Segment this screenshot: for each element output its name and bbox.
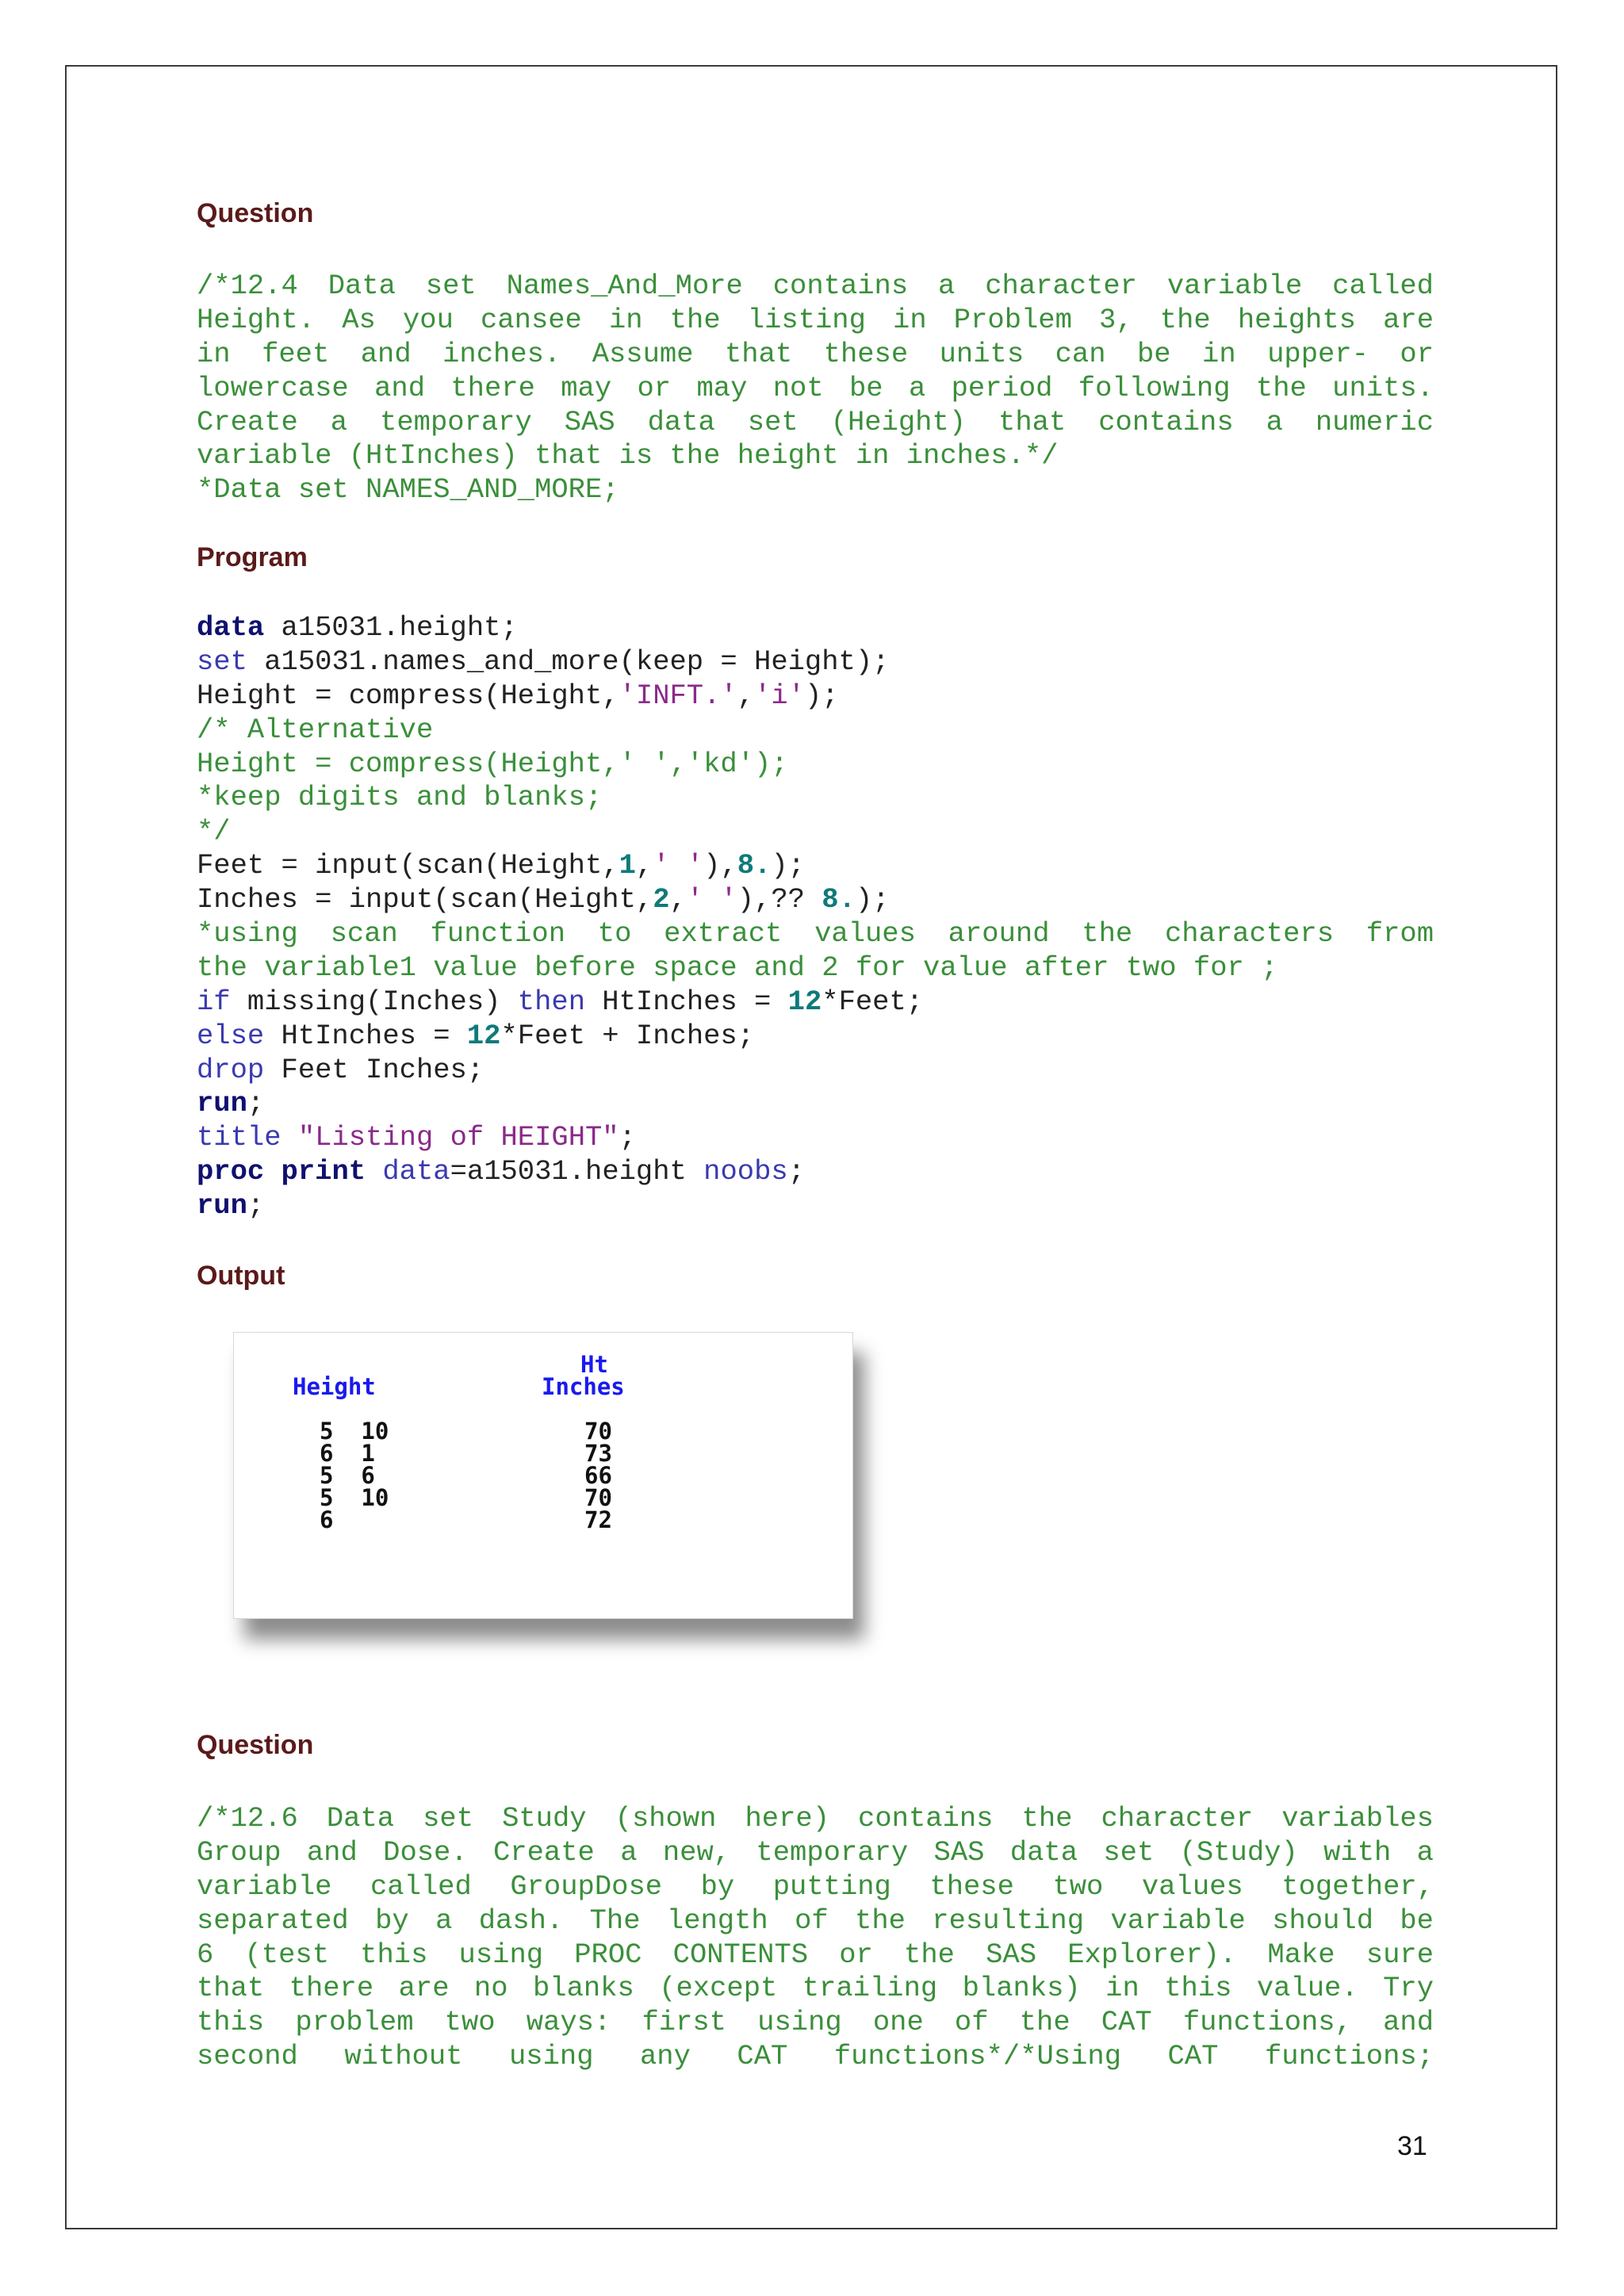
height-value: 6 [320, 1506, 334, 1533]
code-line: separated by a dash. The length of the resulting variable should be [197, 1904, 1434, 1937]
code-line: */ [197, 815, 231, 848]
output-heading: Output [197, 1261, 285, 1291]
code-line: second without using any CAT functions*/*Using CAT functions; [197, 2040, 1434, 2073]
code-line: if missing(Inches) then HtInches = 12*Feet; [197, 985, 924, 1018]
col-header-ht: Ht [580, 1351, 608, 1378]
height-value: 5 10 [320, 1484, 389, 1511]
height-value: 6 1 [320, 1440, 375, 1467]
col-header-height: Height [293, 1373, 376, 1400]
code-line: variable called GroupDose by putting these two values together, [197, 1869, 1434, 1903]
code-line: *using scan function to extract values around the characters from [197, 917, 1434, 951]
height-value: 5 6 [320, 1462, 375, 1489]
page-number: 31 [1397, 2131, 1427, 2161]
output-listing [233, 1332, 853, 1619]
program-heading: Program [197, 542, 308, 572]
inches-value: 73 [584, 1440, 612, 1467]
question-12-6-text [197, 1802, 1434, 2074]
code-line: drop Feet Inches; [197, 1053, 485, 1086]
inches-value: 66 [584, 1462, 612, 1489]
question-12-4-text [197, 270, 1434, 507]
code-line: that there are no blanks (except trailing blanks) in this value. Try [197, 1972, 1434, 2005]
code-line: Feet = input(scan(Height,1,' '),8.); [197, 849, 805, 882]
code-line: set a15031.names_and_more(keep = Height); [197, 645, 890, 678]
question-heading: Question [197, 1730, 314, 1760]
code-line: Height. As you cansee in the listing in Problem 3, the heights are [197, 303, 1434, 336]
program-code [197, 611, 1434, 1223]
code-line: this problem two ways: first using one of the CAT functions, and [197, 2006, 1434, 2039]
code-line: lowercase and there may or may not be a period following the units. [197, 371, 1434, 404]
code-line: *Data set NAMES_AND_MORE; [197, 473, 619, 507]
code-line: variable (HtInches) that is the height in inches.*/ [197, 439, 1059, 473]
code-line: data a15031.height; [197, 611, 518, 644]
question-heading: Question [197, 198, 314, 228]
code-line: title "Listing of HEIGHT"; [197, 1121, 636, 1154]
inches-value: 70 [584, 1418, 612, 1445]
code-line: 6 (test this using PROC CONTENTS or the SAS Explorer). Make sure [197, 1938, 1434, 1971]
inches-value: 72 [584, 1506, 612, 1533]
code-line: /*12.4 Data set Names_And_More contains a character variable called [197, 270, 1434, 302]
code-line: Height = compress(Height,' ','kd'); [197, 747, 788, 780]
code-line: Height = compress(Height,'INFT.','i'); [197, 679, 839, 712]
code-line: Create a temporary SAS data set (Height) that contains a numeric [197, 405, 1434, 438]
inches-value: 70 [584, 1484, 612, 1511]
col-header-inches: Inches [542, 1373, 625, 1400]
code-line: Group and Dose. Create a new, temporary SAS data set (Study) with a [197, 1835, 1434, 1869]
height-value: 5 10 [320, 1418, 389, 1445]
code-line: proc print data=a15031.height noobs; [197, 1155, 805, 1188]
code-line: Inches = input(scan(Height,2,' '),?? 8.); [197, 883, 890, 916]
code-line: run; [197, 1087, 265, 1120]
code-line: /* Alternative [197, 713, 434, 746]
code-line: *keep digits and blanks; [197, 781, 603, 814]
code-line: in feet and inches. Assume that these units can be in upper- or [197, 337, 1434, 370]
code-line: the variable1 value before space and 2 for value after two for ; [197, 951, 1278, 984]
code-line: /*12.6 Data set Study (shown here) contains the character variables [197, 1802, 1434, 1835]
code-line: run; [197, 1189, 265, 1223]
code-line: else HtInches = 12*Feet + Inches; [197, 1019, 755, 1052]
